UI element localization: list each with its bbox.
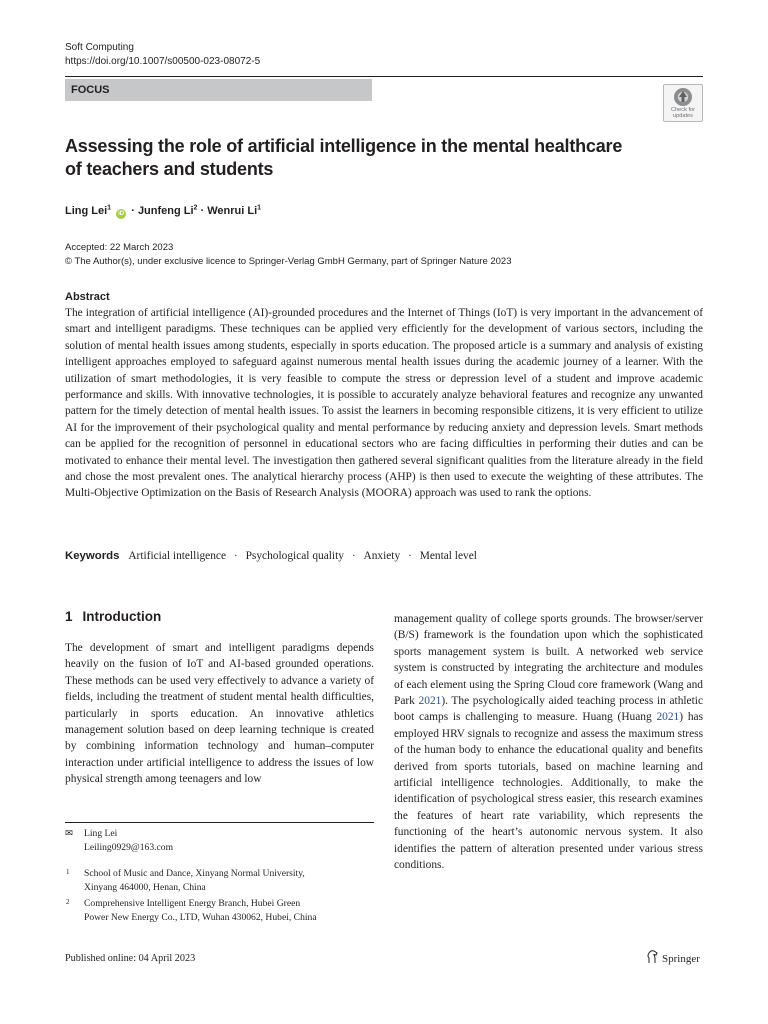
- affiliation-number: 1: [66, 868, 70, 876]
- author-affil: 1: [107, 204, 112, 212]
- author-name[interactable]: Ling Lei: [65, 205, 108, 217]
- author-separator: ·: [200, 205, 205, 217]
- publisher-logo: [646, 950, 700, 967]
- article-title: [65, 135, 685, 181]
- keyword: Anxiety: [363, 550, 401, 562]
- author-affil: 2: [193, 204, 198, 212]
- keyword: Artificial intelligence: [128, 550, 227, 562]
- affiliation-line: Xinyang 464000, Henan, China: [84, 881, 206, 893]
- author-separator: ·: [131, 205, 135, 217]
- journal-name: Soft Computing: [65, 42, 134, 53]
- section-number: 1: [65, 609, 73, 624]
- abstract-heading: Abstract: [65, 291, 110, 303]
- keyword-separator: ·: [233, 550, 238, 562]
- header-rule: [65, 76, 703, 77]
- author-name[interactable]: Wenrui Li: [207, 205, 258, 217]
- keyword: Mental level: [419, 550, 477, 562]
- section-label: FOCUS: [65, 79, 372, 101]
- keyword: Psychological quality: [245, 550, 344, 562]
- citation-link[interactable]: 2021: [656, 711, 680, 724]
- copyright-notice: © The Author(s), under exclusive licence to Springer-Verlag GmbH Germany, part of Springer Nature 2023: [65, 256, 512, 267]
- keywords-label: Keywords: [65, 550, 120, 562]
- orcid-icon[interactable]: iD: [118, 211, 125, 217]
- intro-right-column: [394, 611, 703, 874]
- affiliation-line: Comprehensive Intelligent Energy Branch, Hubei Green: [84, 898, 301, 909]
- intro-left-column: The development of smart and intelligent paradigms depends heavily on the fusion of IoT and AI-based grounded operations. These methods can be used very effectively to advance a variety of fields, including the treatment of student mental health difficulties, particularly in sports education. An innovative athletics management solution based on deep learning technique is created by combining information technology and human–computer interaction under artificial intelligence to address the issues of low physical strength among teenagers and low: [65, 642, 374, 786]
- affiliation-1: [84, 867, 374, 894]
- title-line-2: of teachers and students: [65, 159, 274, 179]
- title-line-1: Assessing the role of artificial intelligence in the mental healthcare: [65, 136, 623, 156]
- corresponding-email[interactable]: Leiling0929@163.com: [84, 842, 174, 853]
- envelope-icon: ✉: [65, 828, 74, 839]
- body-text: management quality of college sports grounds. The browser/server (B/S) framework is the foundation upon which the sophisticated sports management system is built. A networked web service system is constructed by integrating the architecture and modules of each element using the Spring Cloud core framework (Wang and Park: [394, 613, 703, 708]
- affiliation-number: 2: [66, 898, 70, 906]
- badge-text-2: updates: [673, 113, 693, 119]
- section-heading: [65, 608, 161, 626]
- body-text: ) has employed HRV signals to recognize and assess the maximum stress of the human body to enhance the educational quality and benefits derived from sports tutorials, based on machine learning and artificial intelligence technologies. Additionally, to make the identification of psychological stress easier, this research examines the features of heart rate variability, which represents the functioning of the heart’s autonomic nervous system. It also identifies the pattern of alteration presented under various stress conditions.: [394, 711, 704, 872]
- affiliation-line: Power New Energy Co., LTD, Wuhan 430062, Hubei, China: [84, 911, 317, 923]
- doi-link[interactable]: https://doi.org/10.1007/s00500-023-08072-5: [65, 56, 261, 67]
- author-name[interactable]: Junfeng Li: [137, 205, 194, 217]
- published-date: Published online: 04 April 2023: [65, 953, 196, 964]
- check-updates-icon: [673, 87, 693, 107]
- keywords: [65, 548, 477, 564]
- affiliation-line: School of Music and Dance, Xinyang Normal University,: [84, 868, 305, 879]
- author-affil: 1: [257, 204, 262, 212]
- check-for-updates-badge[interactable]: [663, 84, 703, 122]
- body-text: ). The psychologically aided teaching process in athletic boot camps is challenging to measure. Huang (Huang: [394, 695, 703, 724]
- footnote-rule: [65, 822, 374, 823]
- springer-horse-icon: [646, 950, 659, 964]
- abstract-text: The integration of artificial intelligence (AI)-grounded procedures and the Internet of Things (IoT) is very important in the advancement of smart and intelligent paradigms. These techniques can be applied very efficiently for the development of various sectors, including the solution of mental health issues among students, especially in sports education. The proposed article is a summary and analysis of existing intelligent approaches employed to safeguard against numerous mental health issues during the academic journey of a learner. With the utilization of smart methodologies, it is very feasible to compute the stress or depression level of a student and improve academic performance and skills. With innovative technologies, it is possible to accurately analyze behavioral features and recognize any unwanted pattern for the timely detection of mental health issues. To assist the learners in becoming responsible citizens, it is very efficient to utilize AI for the improvement of their psychological quality and mental performance by reducing anxiety and depression levels. Smart methods can be applied for the recognition of personnel in educational sectors who are facing difficulties in performing their duties and can be motivated to enhance their mental level. The investigation then gathered several significant qualities from the literature already in the field and chose the most prevalent ones. The analytical hierarchy process (AHP) is then used to execute the weighting of these attributes. The Multi-Objective Optimization on the Basis of Research Analysis (MOORA) approach was used to rank the options.: [65, 307, 703, 500]
- citation-link[interactable]: 2021: [418, 695, 442, 708]
- badge-text-1: Check for: [671, 107, 695, 113]
- author-list: [65, 203, 261, 219]
- accepted-date: Accepted: 22 March 2023: [65, 242, 174, 253]
- publisher-name: Springer: [662, 953, 700, 965]
- section-title: Introduction: [82, 609, 162, 624]
- keyword-separator: ·: [408, 550, 412, 562]
- keyword-separator: ·: [351, 550, 356, 562]
- corresponding-author: Ling Lei: [84, 828, 118, 839]
- affiliation-2: [84, 897, 374, 924]
